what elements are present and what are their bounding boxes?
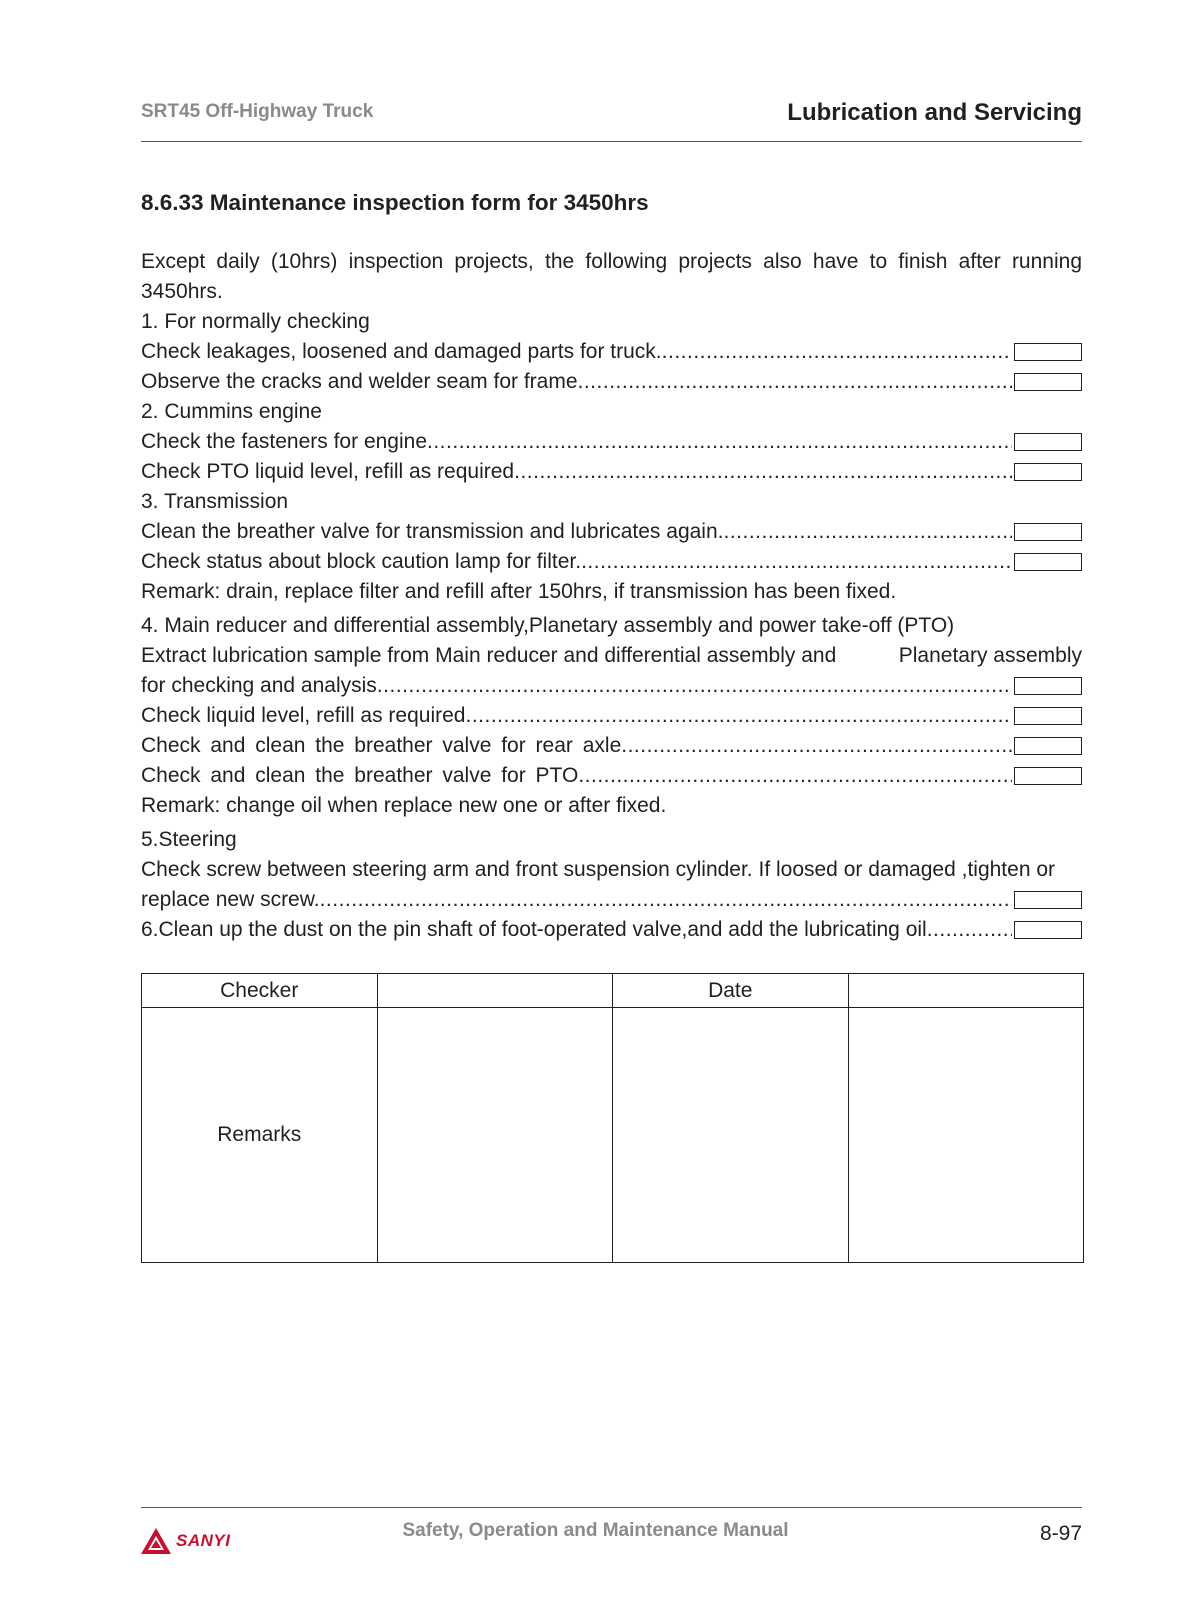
check-box[interactable] <box>1014 891 1082 909</box>
section-heading: 4. Main reducer and differential assembly,Planetary assembly and power take-off (PTO) <box>141 614 955 637</box>
item-text: Observe the cracks and welder seam for frame <box>141 370 578 393</box>
check-box[interactable] <box>1014 523 1082 541</box>
item-text: Check the fasteners for engine <box>141 430 428 453</box>
date-label: Date <box>613 974 849 1008</box>
checklist-item <box>141 337 1082 367</box>
remarks-field[interactable] <box>613 1008 849 1263</box>
checker-label: Checker <box>142 974 378 1008</box>
leader-dots <box>578 367 1012 397</box>
checklist-item <box>141 547 1082 577</box>
check-box[interactable] <box>1014 737 1082 755</box>
item-text: Clean the breather valve for transmission and lubricates again. <box>141 520 724 543</box>
item-text: Check leakages, loosened and damaged parts for truck. <box>141 340 662 363</box>
item-text: Extract lubrication sample from Main reducer and differential assembly and <box>141 644 837 667</box>
checklist-item <box>141 915 1082 945</box>
item-text: Check and clean the breather valve for rear axle <box>141 734 622 757</box>
leader-dots <box>427 427 1012 457</box>
header-divider <box>141 141 1082 142</box>
item-text: for checking and analysis <box>141 674 377 697</box>
leader-dots <box>320 885 1012 915</box>
check-box[interactable] <box>1014 707 1082 725</box>
date-field[interactable] <box>848 974 1084 1008</box>
checklist-item <box>141 367 1082 397</box>
leader-dots <box>662 337 1012 367</box>
check-box[interactable] <box>1014 677 1082 695</box>
checklist-item <box>141 457 1082 487</box>
checklist-item <box>141 885 1082 915</box>
remarks-field[interactable] <box>848 1008 1084 1263</box>
leader-dots <box>578 761 1012 791</box>
item-text: Check PTO liquid level, refill as required <box>141 460 515 483</box>
item-text-line <box>141 641 1082 671</box>
section-heading: 3. Transmission <box>141 490 289 513</box>
check-box[interactable] <box>1014 463 1082 481</box>
checklist-item <box>141 517 1082 547</box>
leader-dots <box>377 671 1012 701</box>
leader-dots <box>514 457 1012 487</box>
header-doc-title: SRT45 Off-Highway Truck <box>141 101 374 122</box>
remark-text: Remark: drain, replace filter and refill after 150hrs, if transmission has been fixed. <box>141 580 897 603</box>
intro-text: Except daily (10hrs) inspection projects, the following projects also have to finish after running 3450hrs. <box>141 250 1082 303</box>
footer-divider <box>141 1507 1082 1508</box>
check-box[interactable] <box>1014 433 1082 451</box>
page-number: 8-97 <box>1039 1522 1082 1545</box>
leader-dots <box>927 915 1012 945</box>
checklist-item <box>141 427 1082 457</box>
check-box[interactable] <box>1014 373 1082 391</box>
leader-dots <box>581 547 1012 577</box>
checklist-item <box>141 761 1082 791</box>
leader-dots <box>466 701 1013 731</box>
signoff-table <box>141 973 1084 1263</box>
remarks-field[interactable] <box>377 1008 613 1263</box>
form-body <box>141 247 1082 945</box>
checklist-item <box>141 731 1082 761</box>
remarks-label: Remarks <box>142 1008 378 1263</box>
remark-text: Remark: change oil when replace new one or after fixed. <box>141 794 667 817</box>
table-row <box>142 1008 1084 1263</box>
item-text: Planetary assembly <box>898 644 1082 667</box>
checklist-item <box>141 701 1082 731</box>
check-box[interactable] <box>1014 921 1082 939</box>
footer-manual-title: Safety, Operation and Maintenance Manual <box>402 1520 789 1541</box>
leader-dots <box>723 517 1012 547</box>
leader-dots <box>621 731 1012 761</box>
header-chapter-title: Lubrication and Servicing <box>787 99 1082 126</box>
item-text: 6.Clean up the dust on the pin shaft of foot-operated valve,and add the lubricating oil <box>141 918 927 941</box>
check-box[interactable] <box>1014 343 1082 361</box>
checklist-item <box>141 671 1082 701</box>
logo-text: SANYI <box>176 1531 231 1550</box>
table-row <box>142 974 1084 1008</box>
check-box[interactable] <box>1014 553 1082 571</box>
section-heading: 1. For normally checking <box>141 310 370 333</box>
section-heading: 2. Cummins engine <box>141 400 322 423</box>
item-text: Check status about block caution lamp for filter. <box>141 550 582 573</box>
item-text: replace new screw. <box>141 888 320 911</box>
check-box[interactable] <box>1014 767 1082 785</box>
section-title: 8.6.33 Maintenance inspection form for 3450hrs <box>141 190 649 215</box>
checker-field[interactable] <box>377 974 613 1008</box>
item-text: Check screw between steering arm and front suspension cylinder. If loosed or damaged ,tighten or <box>141 858 1056 881</box>
section-heading: 5.Steering <box>141 828 237 851</box>
item-text: Check and clean the breather valve for PTO <box>141 764 579 787</box>
item-text: Check liquid level, refill as required <box>141 704 466 727</box>
